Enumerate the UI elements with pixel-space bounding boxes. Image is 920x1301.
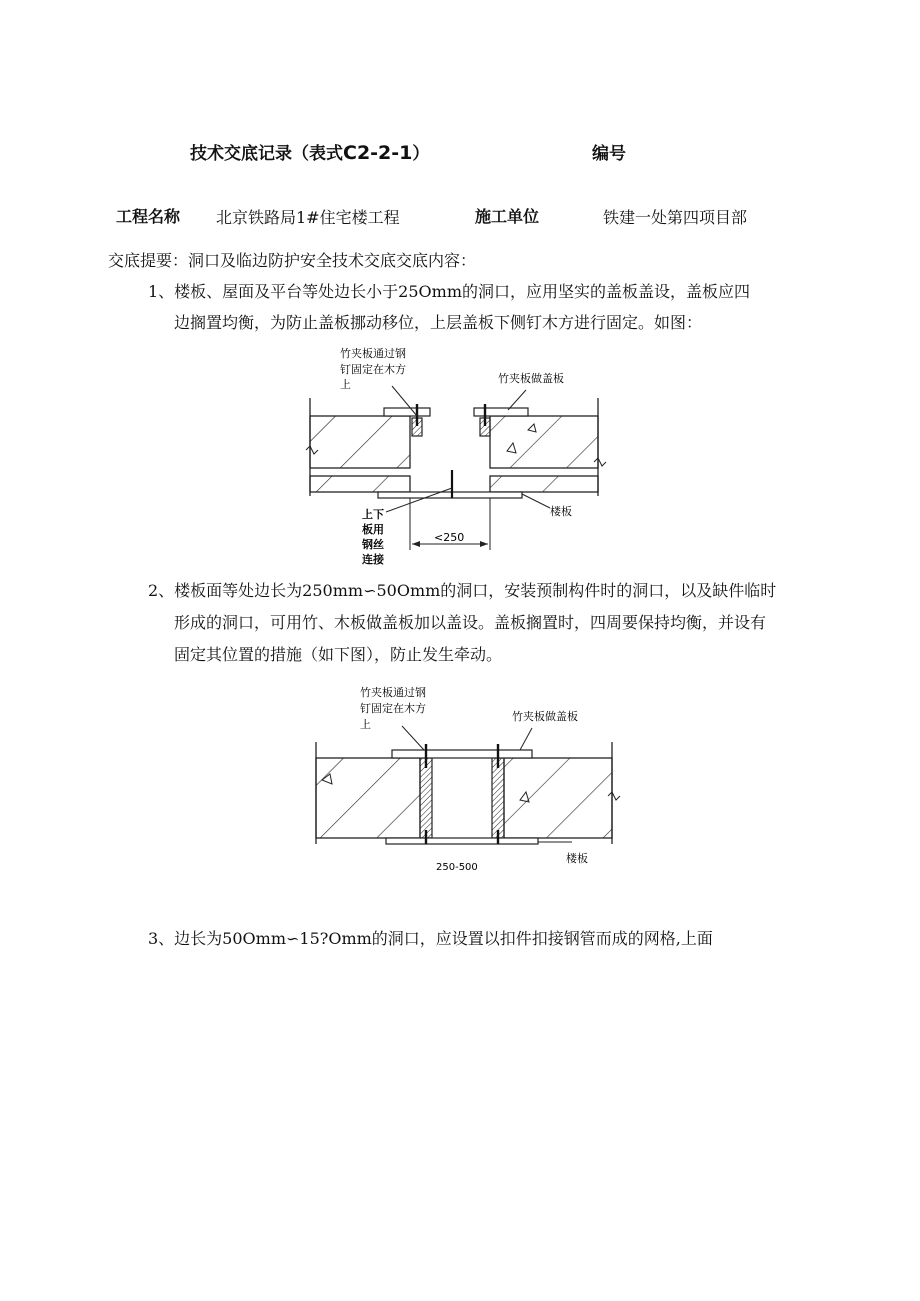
fig1-label-dim: <250: [434, 531, 465, 544]
lower-slab-right: [490, 476, 598, 492]
top-cover-left: [384, 408, 430, 416]
figure2-diagram: [308, 680, 628, 880]
fig1-label-wire-2: 板用: [362, 523, 384, 536]
item2-line2: 形成的洞口，可用竹、木板做盖板加以盖设。盖板搁置时，四周要保持均衡，并设有: [174, 613, 767, 632]
fig1-label-slab: 楼板: [550, 505, 572, 518]
figure1-diagram: [300, 338, 620, 570]
project-name-label: 工程名称: [116, 207, 181, 226]
fig2-label-slab: 楼板: [566, 852, 588, 865]
top-cover-right: [474, 408, 528, 416]
fig2-label-nail-1: 竹夹板通过钢: [360, 686, 426, 699]
fig1-label-cover: 竹夹板做盖板: [498, 372, 564, 385]
title-suffix: ）: [412, 144, 430, 164]
fig2-label-cover: 竹夹板做盖板: [512, 710, 578, 723]
item1-line1: 1、楼板、屋面及平台等处边长小于25Omm的洞口，应用坚实的盖板盖设，盖板应四: [148, 282, 751, 301]
slab-left: [316, 758, 420, 838]
fig1-label-wire-1: 上下: [362, 508, 384, 521]
item3-line1: 3、边长为50Omm∽15?Omm的洞口，应设置以扣件扣接钢管而成的网格,上面: [148, 929, 713, 948]
fig2-label-nail-2: 钉固定在木方: [360, 702, 426, 715]
bottom-cover-plate: [386, 838, 538, 844]
project-name-value: 北京铁路局1#住宅楼工程: [216, 208, 400, 227]
upper-slab-left: [310, 416, 410, 468]
form-code: C2-2-1: [343, 142, 413, 164]
fig1-label-nail-3: 上: [340, 378, 351, 391]
item1-line2: 边搁置均衡，为防止盖板挪动移位，上层盖板下侧钉木方进行固定。如图：: [174, 313, 703, 332]
title-text: 技术交底记录（表式: [190, 144, 343, 164]
fig2-label-nail-3: 上: [360, 718, 371, 731]
summary-line: 交底提要：洞口及临边防护安全技术交底交底内容：: [108, 251, 477, 270]
item2-line3: 固定其位置的措施（如下图），防止发生牵动。: [174, 645, 503, 664]
batten-left: [420, 758, 432, 838]
batten-right: [492, 758, 504, 838]
page-title: [190, 139, 429, 164]
number-label: 编号: [592, 144, 626, 164]
construction-unit-label: 施工单位: [475, 207, 540, 226]
fig1-label-wire-4: 连接: [362, 553, 384, 566]
construction-unit-value: 铁建一处第四项目部: [603, 208, 748, 227]
fig1-label-nail-1: 竹夹板通过钢: [340, 347, 406, 360]
item2-line1: 2、楼板面等处边长为250mm∽50Omm的洞口，安装预制构件时的洞口，以及缺件临时: [148, 581, 777, 600]
fig1-label-nail-2: 钉固定在木方: [340, 363, 406, 376]
bottom-cover-plate: [378, 492, 522, 498]
fig1-label-wire-3: 钢丝: [362, 538, 384, 551]
top-cover-plate: [392, 750, 532, 758]
slab-right: [504, 758, 612, 838]
lower-slab-left: [310, 476, 410, 492]
upper-slab-right: [490, 416, 598, 468]
fig2-label-dim: 250-500: [436, 862, 478, 873]
